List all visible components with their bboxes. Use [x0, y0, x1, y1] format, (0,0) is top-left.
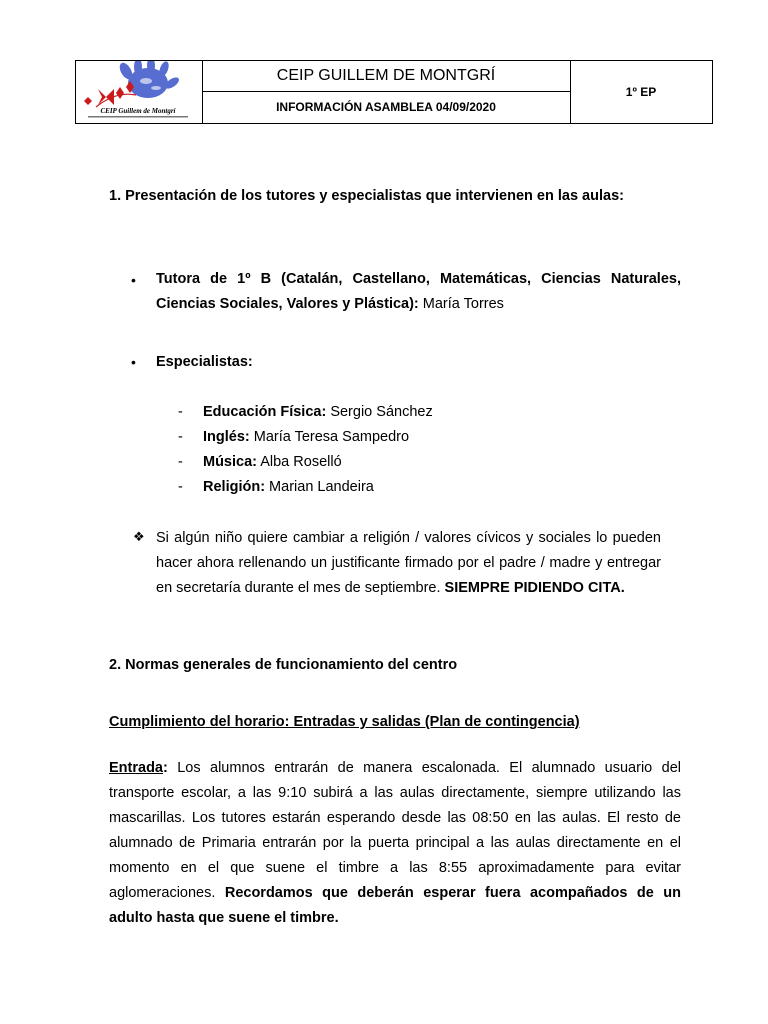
specialist-name: María Teresa Sampedro: [249, 429, 410, 445]
specialist-subject: Música:: [203, 454, 257, 470]
school-logo: [76, 61, 203, 123]
meeting-subtitle: INFORMACIÓN ASAMBLEA 04/09/2020: [276, 100, 496, 114]
note-bold: SIEMPRE PIDIENDO CITA.: [444, 580, 625, 596]
entrada-label: Entrada: [109, 760, 163, 776]
tutor-name: María Torres: [418, 296, 504, 312]
note-text: Si algún niño quiere cambiar a religión / valores cívicos y sociales lo pueden hacer ahora rellenando un justificante firmado por el padre / madre y entregar en secretaría durante el mes de septiembre.: [156, 530, 661, 596]
hand-logo-icon: [76, 61, 200, 123]
specialist-name: Marian Landeira: [265, 479, 374, 495]
schedule-subheading: [109, 710, 681, 735]
header-table: [75, 60, 713, 124]
section1-heading: 1. Presentación de los tutores y especialistas que intervienen en las aulas:: [109, 188, 624, 204]
bullet-icon: •: [131, 354, 136, 370]
school-name: CEIP GUILLEM DE MONTGRÍ: [202, 61, 570, 92]
diamond-bullet-icon: ❖: [133, 529, 145, 544]
grade-label: 1º EP: [625, 85, 657, 99]
specialist-item: - Inglés: María Teresa Sampedro: [178, 429, 410, 445]
entrada-paragraph: [109, 756, 681, 931]
specialist-subject: Religión:: [203, 479, 266, 495]
specialist-item: - Música: Alba Roselló: [178, 454, 342, 470]
subheading-part-a: Cumplimiento: [109, 714, 206, 730]
entrada-text: Los alumnos entrarán de manera escalonada. El alumnado usuario del transporte escolar, a las 9:10 subirá a las aulas directamente, siempre utilizando las mascarillas. Los tutores estarán esperando desde las 08:50 en las aulas. El resto de alumnado de Primaria entrarán por la puerta principal a las aulas directamente en el momento en el que suene el timbre a las 8:55 aproximadamente para evitar aglomeraciones.: [109, 760, 681, 901]
tutor-label: Tutora de 1º B (Catalán, Castellano, Matemáticas, Ciencias Naturales, Ciencias Sociales, Valores y Plástica):: [156, 271, 681, 312]
religion-note: [156, 526, 661, 601]
bullet-icon: •: [131, 272, 136, 288]
specialist-name: Sergio Sánchez: [326, 404, 433, 420]
header-title-cell: [202, 61, 571, 123]
specialist-subject: Educación Física:: [203, 404, 327, 420]
logo-text: CEIP Guillem de Montgrí: [100, 107, 176, 115]
entrada-bold: Recordamos que deberán esperar fuera acompañados de un adulto hasta que suene el timbre.: [109, 885, 681, 926]
subheading-part-b: del horario: Entradas y salidas (Plan de contingencia): [205, 714, 580, 730]
specialist-item: - Religión: Marian Landeira: [178, 479, 374, 495]
specialist-subject: Inglés:: [203, 429, 250, 445]
section2-heading: 2. Normas generales de funcionamiento del centro: [109, 657, 458, 673]
entrada-colon: :: [163, 760, 168, 776]
specialists-label: Especialistas:: [156, 354, 253, 370]
specialist-name: Alba Roselló: [257, 454, 342, 470]
specialist-item: - Educación Física: Sergio Sánchez: [178, 404, 433, 420]
tutor-paragraph: [156, 267, 681, 317]
